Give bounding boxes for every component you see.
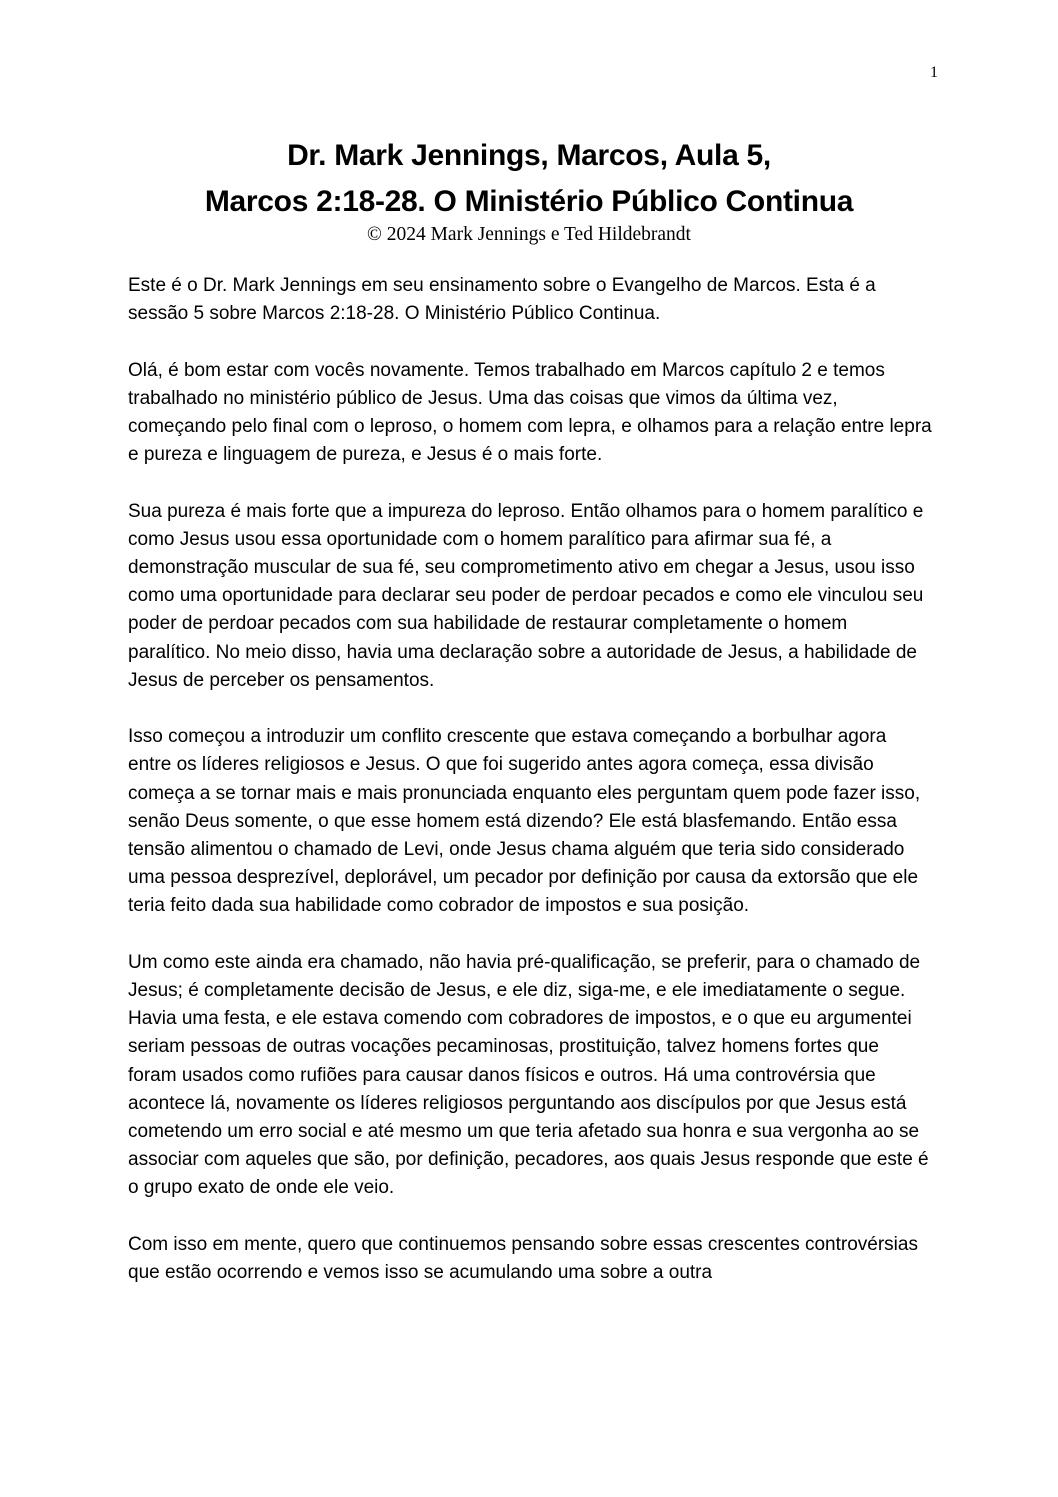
paragraph: Olá, é bom estar com vocês novamente. Temos trabalhado em Marcos capítulo 2 e temos trabalhado no ministério público de Jesus. Uma das coisas que vimos da última vez, começando pelo final com o leproso, o homem com lepra, e olhamos para a relação entre lepra e pureza e linguagem de pureza, e Jesus é o mais forte. bbox=[128, 359, 932, 466]
document-title-line-1: Dr. Mark Jennings, Marcos, Aula 5, bbox=[287, 139, 771, 172]
document-title-line-2: Marcos 2:18-28. O Ministério Público Continua bbox=[204, 185, 854, 218]
paragraph: Sua pureza é mais forte que a impureza do leproso. Então olhamos para o homem paralítico e como Jesus usou essa oportunidade com o homem paralítico para afirmar sua fé, a demonstração muscular de sua fé, seu comprometimento ativo em chegar a Jesus, usou isso como uma oportunidade para declarar seu poder de perdoar pecados e como ele vinculou seu poder de perdoar pecados com sua habilidade de restaurar completamente o homem paralítico. No meio disso, havia uma declaração sobre a autoridade de Jesus, a habilidade de Jesus de perceber os pensamentos. bbox=[128, 500, 924, 691]
paragraph: Com isso em mente, quero que continuemos pensando sobre essas crescentes controvérsias que estão ocorrendo e vemos isso se acumulando uma sobre a outra bbox=[128, 1233, 918, 1284]
paragraph: Este é o Dr. Mark Jennings em seu ensinamento sobre o Evangelho de Marcos. Esta é a sessão 5 sobre Marcos 2:18-28. O Ministério Público Continua. bbox=[128, 275, 876, 325]
document-header bbox=[60, 133, 998, 249]
document-body bbox=[128, 272, 932, 1315]
paragraph: Um como este ainda era chamado, não havia pré-qualificação, se preferir, para o chamado de Jesus; é completamente decisão de Jesus, e ele diz, siga-me, e ele imediatamente o segue. Havia uma festa, e ele estava comendo com cobradores de impostos, e o que eu argumentei seriam pessoas de outras vocações pecaminosas, prostituição, talvez homens fortes que foram usados como rufiões para causar danos físicos e outros. Há uma controvérsia que acontece lá, novamente os líderes religiosos perguntando aos discípulos por que Jesus está cometendo um erro social e até mesmo um que teria afetado sua honra e sua vergonha ao se associar com aqueles que são, por definição, pecadores, aos quais Jesus responde que este é o grupo exato de onde ele veio. bbox=[128, 951, 929, 1199]
paragraph: Isso começou a introduzir um conflito crescente que estava começando a borbulhar agora entre os líderes religiosos e Jesus. O que foi sugerido antes agora começa, essa divisão começa a se tornar mais e mais pronunciada enquanto eles perguntam quem pode fazer isso, senão Deus somente, o que esse homem está dizendo? Ele está blasfemando. Então essa tensão alimentou o chamado de Levi, onde Jesus chama alguém que teria sido considerado uma pessoa desprezível, deplorável, um pecador por definição por causa da extorsão que ele teria feito dada sua habilidade como cobrador de impostos e sua posição. bbox=[128, 726, 921, 917]
copyright-notice: © 2024 Mark Jennings e Ted Hildebrandt bbox=[367, 224, 691, 245]
page-number: 1 bbox=[930, 64, 938, 81]
